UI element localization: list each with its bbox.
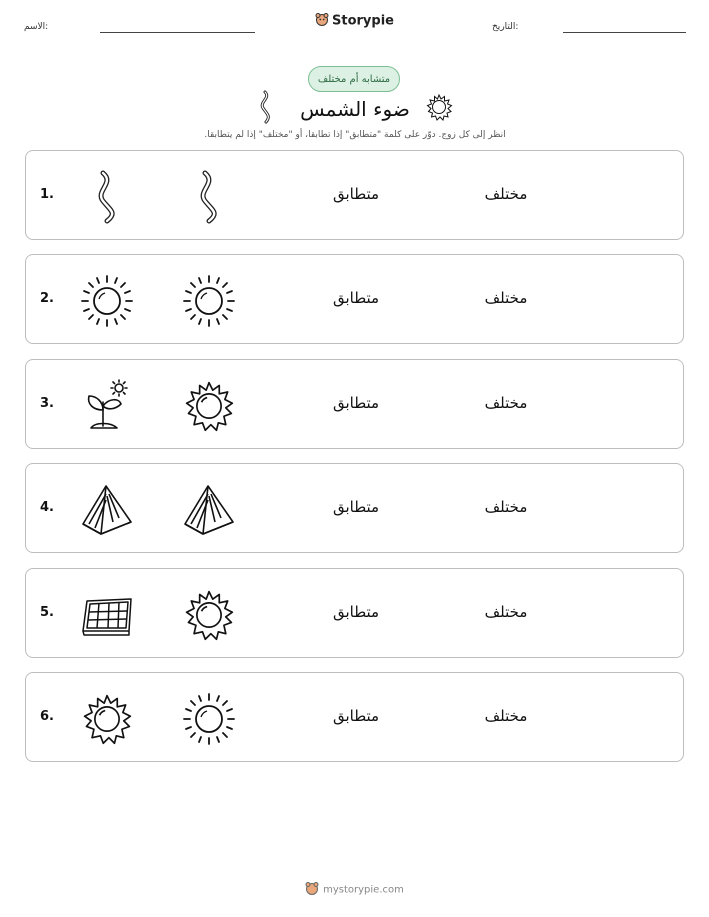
date-label: التاريخ: [492, 22, 519, 32]
brand-header [0, 12, 709, 30]
option-different[interactable]: مختلف [484, 602, 528, 621]
name-label: الاسم: [24, 22, 49, 32]
option-different[interactable]: مختلف [484, 498, 528, 517]
question-row [25, 672, 684, 762]
option-different[interactable]: مختلف [484, 289, 528, 308]
sun-petals-icon [181, 378, 237, 434]
page-title: ضوء الشمس [300, 97, 410, 121]
question-row [25, 568, 684, 658]
sun-petals-icon [181, 587, 237, 643]
squiggle-icon [79, 169, 135, 225]
sun-petals-icon [79, 691, 135, 747]
storypie-logo-icon [315, 12, 329, 30]
question-number: 2. [40, 291, 54, 307]
question-row [25, 359, 684, 449]
question-number: 5. [40, 604, 54, 620]
instructions: انظر إلى كل زوج. دوّر على كلمة "متطابق" إذا تطابقا، أو "مختلف" إذا لم يتطابقا. [204, 130, 506, 140]
option-different[interactable]: مختلف [484, 393, 528, 412]
storypie-logo-icon [305, 881, 319, 898]
sun-rays-icon [181, 691, 237, 747]
sun-petals-icon [424, 92, 454, 122]
question-row [25, 150, 684, 240]
option-same[interactable]: متطابق [332, 498, 380, 517]
pyramid-icon [79, 482, 135, 538]
worksheet-type-badge: متشابه أم مختلف [308, 66, 400, 92]
squiggle-icon [256, 90, 276, 124]
option-same[interactable]: متطابق [332, 602, 380, 621]
question-number: 1. [40, 187, 54, 202]
option-same[interactable]: متطابق [332, 185, 380, 203]
footer-url[interactable]: mystorypie.com [323, 884, 404, 896]
squiggle-icon [181, 169, 237, 225]
option-same[interactable]: متطابق [332, 289, 380, 308]
sprout-sun-icon [79, 378, 135, 434]
date-line[interactable] [563, 32, 686, 33]
footer [0, 881, 709, 898]
option-same[interactable]: متطابق [332, 393, 380, 412]
option-different[interactable]: مختلف [484, 707, 528, 725]
question-number: 6. [40, 709, 54, 724]
pyramid-icon [181, 482, 237, 538]
question-number: 4. [40, 500, 54, 516]
question-row [25, 254, 684, 344]
option-different[interactable]: مختلف [484, 185, 528, 203]
sun-rays-icon [79, 273, 135, 329]
brand-name: Storypie [332, 13, 394, 29]
solar-panel-icon [79, 587, 135, 643]
option-same[interactable]: متطابق [332, 707, 380, 725]
question-row [25, 463, 684, 553]
question-number: 3. [40, 395, 54, 411]
sun-rays-icon [181, 273, 237, 329]
name-line[interactable] [100, 32, 255, 33]
